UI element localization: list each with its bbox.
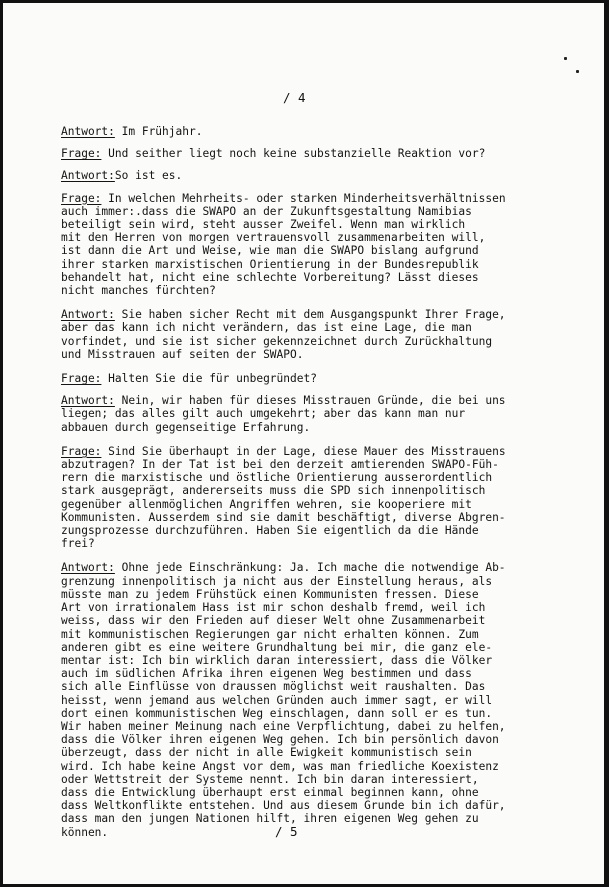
entry-text: Halten Sie die für unbegründet?: [101, 372, 317, 386]
entry-text: Ohne jede Einschränkung: Ja. Ich mache die notwendige Ab- grenzung innenpolitisch ja nicht aus der Einstellung heraus, als müsste man zu jedem Frühstück einen Kommunisten fressen. Diese Art von irrationalem Hass ist mir schon deshalb fremd, weil ich weiss, dass wir den Frieden auf dieser Welt ohne Zusammenarbeit mit kommunistischen Regierungen gar nicht erhalten können. Zum anderen gibt es eine weitere Grundhaltung bei mir, die ganz ele- mentar ist: Ich bin wirklich daran interessiert, dass die Völker auch im südlichen Afrika ihren eigenen Weg bestimmen und dass sich alle Einflüsse von draussen möglichst weit raushalten. Das heisst, wenn jemand aus welchen Gründen auch immer sagt, er will dort einen kommunistischen Weg einschlagen, dann soll er es tun. Wir haben meiner Meinung nach eine Verpflichtung, dabei zu helfen, dass die Völker ihren eigenen Weg gehen. Ich bin persönlich davon überzeugt, dass der nicht in alle Ewigkeit kommunistisch sein wird. Ich habe keine Angst vor dem, was man friedliche Koexistenz oder Wettstreit der Systeme nennt. Ich bin daran interessiert, dass die Entwicklung überhaupt erst einmal beginnen kann, ohne dass Weltkonflikte entstehen. Und aus diesem Grunde bin ich dafür, dass man den jungen Nationen hilft, ihren eigenen Weg gehen zu können.: [61, 561, 506, 839]
page-number-bottom: / 5: [275, 824, 298, 839]
speaker-label: Antwort:: [61, 308, 115, 322]
entry-text: In welchen Mehrheits- oder starken Minderheitsverhältnissen auch immer:.dass die SWAPO an der Zukunftsgestaltung Namibias beteiligt sein wird, steht ausser Zweifel. Wenn man wirklich mit den Herren von morgen vertrauensvoll zusammenarbeiten will, ist dann die Art und Weise, wie man die SWAPO bislang aufgrund ihrer starken marxistischen Orientierung in der Bundesrepublik behandelt hat, nicht eine schlechte Vorbereitung? Lässt dieses nicht manches fürchten?: [61, 191, 506, 298]
transcript-entry: [61, 561, 573, 838]
transcript-entry: [61, 445, 573, 551]
transcript-entry: [61, 372, 573, 385]
entry-text: Im Frühjahr.: [114, 125, 203, 138]
speaker-label: Frage:: [61, 147, 102, 161]
entry-text: Nein, wir haben für dieses Misstrauen Gründe, die bei uns liegen; das alles gilt auch umgekehrt; aber das kann man nur abbauen durch gegenseitige Erfahrung.: [61, 394, 506, 434]
speaker-label: Antwort:: [61, 394, 115, 408]
interview-transcript: [61, 125, 573, 848]
transcript-entry: [61, 125, 573, 138]
scan-speck: [576, 70, 579, 73]
transcript-entry: [61, 394, 573, 434]
page-number-top: / 4: [283, 90, 306, 105]
entry-text: Sie haben sicher Recht mit dem Ausgangspunkt Ihrer Frage, aber das kann ich nicht verändern, das ist eine Lage, die man vorfindet, und sie ist sicher gekennzeichnet durch Zurückhaltung und Misstrauen auf seiten der SWAPO.: [61, 308, 506, 361]
transcript-entry: [61, 308, 573, 361]
speaker-label: Antwort:: [61, 169, 115, 183]
entry-text: So ist es.: [114, 169, 183, 183]
scan-speck: [564, 57, 567, 60]
speaker-label: Antwort:: [61, 125, 115, 138]
speaker-label: Antwort:: [61, 561, 115, 575]
speaker-label: Frage:: [61, 444, 102, 458]
speaker-label: Frage:: [61, 372, 102, 386]
entry-text: Und seither liegt noch keine substanzielle Reaktion vor?: [101, 147, 486, 161]
transcript-entry: [61, 169, 573, 182]
transcript-entry: [61, 192, 573, 298]
transcript-entry: [61, 147, 573, 160]
entry-text: Sind Sie überhaupt in der Lage, diese Mauer des Misstrauens abzutragen? In der Tat ist bei den derzeit amtierenden SWAPO-Füh- rern die marxistische und östliche Orientierung ausserordentlich stark ausgeprägt, andererseits muss die SPD sich innenpolitisch gegenüber allenmöglichen Angriffen wehren, sie kooperiere mit Kommunisten. Ausserdem sind sie damit beschäftigt, diverse Abgren- zungsprozesse durchzuführen. Haben Sie eigentlich da die Hände frei?: [61, 444, 506, 551]
speaker-label: Frage:: [61, 191, 102, 205]
